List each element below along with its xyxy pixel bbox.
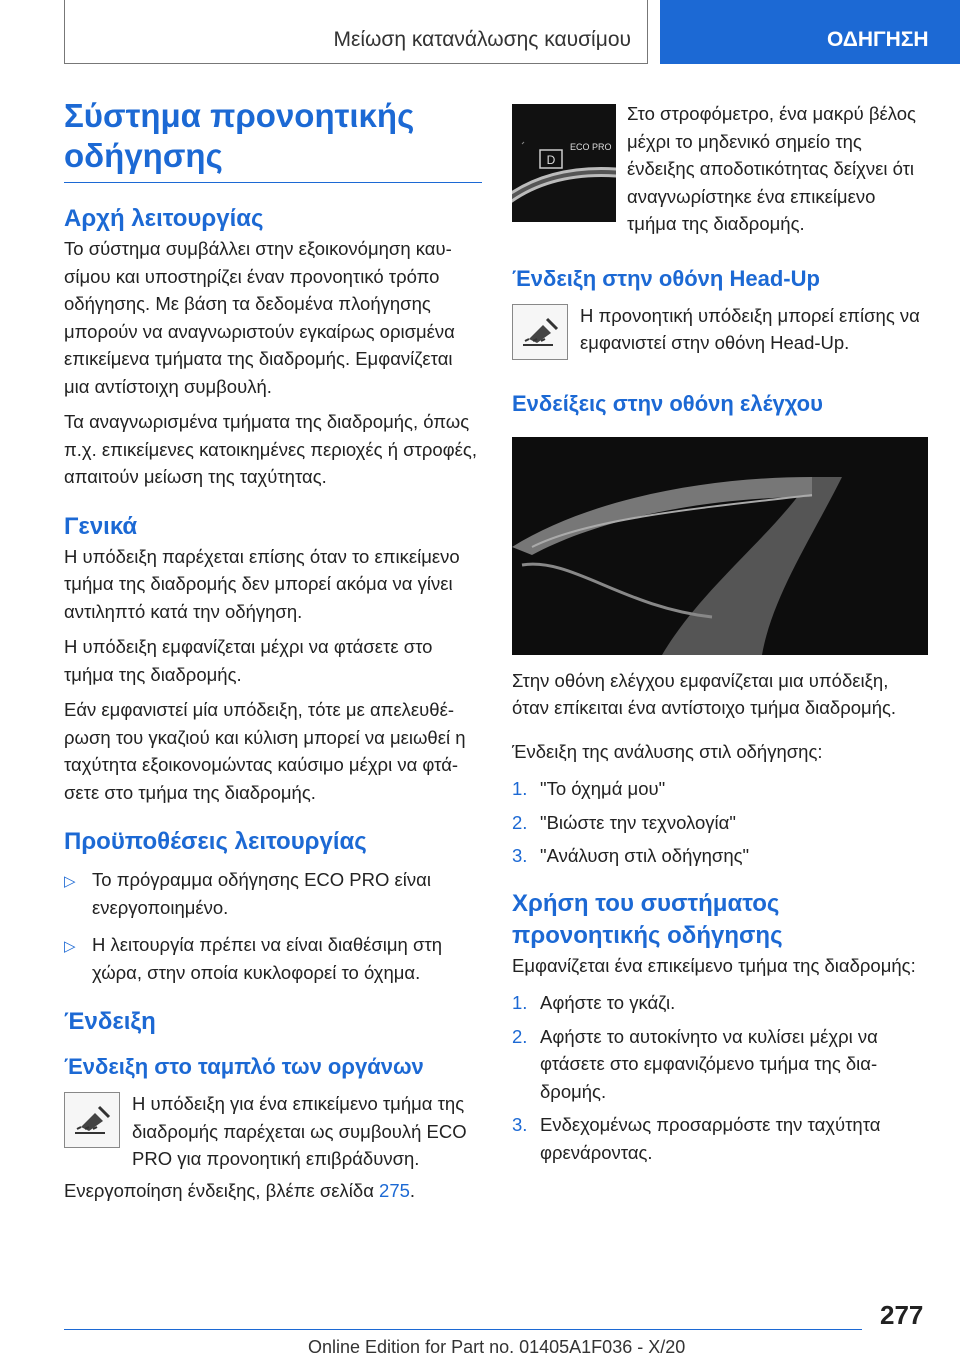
section-title-box: [64, 0, 648, 64]
gauge-eco-label: ECO PRO: [570, 142, 612, 152]
hud-row: [512, 302, 928, 357]
principle-heading: Αρχή λειτουργίας: [64, 205, 264, 232]
prerequisite-item: ▷ Το πρόγραμμα οδήγησης ECO PRO είναι ενεργοποιημένο.: [64, 869, 431, 918]
cid-heading: Ενδείξεις στην οθόνη ελέγχου: [512, 390, 823, 416]
chapter-label: ΟΔΗΓΗΣΗ: [827, 28, 929, 51]
style-intro: Ένδειξη της ανάλυσης στιλ οδήγησης:: [512, 740, 823, 762]
use-heading: Χρήση του συστήματος προνοητικής οδήγησης: [512, 889, 783, 949]
display-heading: Ένδειξη: [64, 1008, 156, 1035]
prerequisites-heading: Προϋποθέσεις λειτουργίας: [64, 828, 367, 855]
gauge-row: [512, 100, 928, 238]
bullet-triangle-icon: ▷: [64, 873, 76, 890]
principle-paragraph-2: Τα αναγνωρισμένα τμήματα της διαδρομής, όπως π.χ. επικείμενες κατοικημένες περιοχές ή στροφές, απαιτούν μείωση της ταχύτητας.: [64, 411, 477, 487]
control-display-image: [512, 437, 928, 655]
principle-paragraph-1: Το σύστημα συμβάλλει στην εξοικονόμηση καυσίμου και υποστηρίζει έναν προνοητικό τρόπο οδήγησης. Με βάση τα δεδομένα πλοήγησης μπορούν να αναγνωριστούν εγκαίρως ορισμένα επικείμενα τμήματα της διαδρομής. Εμφανίζεται μια αντίστοιχη συμβουλή.: [64, 238, 455, 397]
right-column: [512, 100, 928, 1166]
use-list-item: 1. Αφήστε το γκάζι.: [512, 992, 676, 1013]
predictive-assistant-icon: [512, 304, 568, 360]
page-number: 277: [880, 1300, 924, 1330]
style-list-item: 3. "Ανάλυση στιλ οδήγησης": [512, 845, 750, 866]
style-list-item: 1. "Το όχημά μου": [512, 778, 666, 799]
page-link[interactable]: 275: [379, 1179, 410, 1201]
use-paragraph: Εμφανίζεται ένα επικείμενο τμήμα της διαδρομής:: [512, 954, 916, 976]
general-paragraph-1: Η υπόδειξη παρέχεται επίσης όταν το επικείμενο τμήμα της διαδρομής δεν μπορεί ακόμα να γίνει αντιληπτό κατά την οδήγηση.: [64, 545, 460, 622]
prerequisite-item: ▷ Η λειτουργία πρέπει να είναι διαθέσιμη στη χώρα, στην οποία κυκλοφορεί το όχημα.: [64, 934, 442, 983]
chapter-tab: [660, 0, 960, 64]
gauge-paragraph: Στο στροφόμετρο, ένα μακρύ βέλος μέχρι το μηδενικό σημείο της ένδειξης αποδοτικότητας δείχνει ότι αναγνωρίστηκε ένα επικείμενο τμήμα της διαδρομής.: [627, 103, 916, 234]
section-title: Μείωση κατανάλωσης καυσίμου: [333, 28, 631, 51]
footer-divider: [64, 1329, 862, 1330]
use-list-item: 3. Ενδεχομένως προσαρμόστε την ταχύτητα φρενάροντας.: [512, 1114, 881, 1163]
cluster-paragraph: Η υπόδειξη για ένα επικείμενο τμήμα της διαδρομής παρέχεται ως συμβουλή ECO PRO για προνοητική επιβράδυνση.: [132, 1093, 467, 1169]
page-title: Σύστημα προνοητικής οδήγησης: [64, 96, 482, 183]
cluster-heading: Ένδειξη στο ταμπλό των οργάνων: [64, 1054, 424, 1079]
general-paragraph-3: Εάν εμφανιστεί μία υπόδειξη, τότε με απελευθέρωση του γκαζιού και κύλιση μπορεί να μειωθεί η ταχύτητα εξοικονομώντας καύσιμο μέχρι να φτάσετε στο τμήμα της διαδρομής.: [64, 699, 466, 803]
general-heading: Γενικά: [64, 512, 138, 540]
cid-paragraph: Στην οθόνη ελέγχου εμφανίζεται μια υπόδειξη, όταν επίκειται ένα αντίστοιχο τμήμα διαδρομής.: [512, 669, 897, 718]
bullet-triangle-icon: ▷: [64, 938, 76, 955]
gauge-image: [512, 104, 616, 222]
predictive-assistant-icon: [64, 1092, 120, 1148]
page-header: [0, 0, 960, 66]
style-list-item: 2. "Βιώστε την τεχνολογία": [512, 811, 736, 833]
gauge-d-label: D: [546, 153, 556, 167]
hud-paragraph: Η προνοητική υπόδειξη μπορεί επίσης να εμφανιστεί στην οθόνη Head-Up.: [580, 304, 920, 353]
left-column: [64, 96, 482, 1204]
use-list-item: 2. Αφήστε το αυτοκίνητο να κυλίσει μέχρι να φτάσετε στο εμφανιζόμενο τμήμα της διαδρομής.: [512, 1025, 878, 1102]
activation-paragraph: Ενεργοποίηση ένδειξης, βλέπε σελίδα 275.: [64, 1179, 416, 1201]
footer-edition: Online Edition for Part no. 01405A1F036 - X/20: [308, 1337, 686, 1357]
general-paragraph-2: Η υπόδειξη εμφανίζεται μέχρι να φτάσετε στο τμήμα της διαδρομής.: [64, 636, 433, 685]
cluster-hint-row: [64, 1090, 482, 1173]
hud-heading: Ένδειξη στην οθόνη Head-Up: [512, 265, 820, 291]
